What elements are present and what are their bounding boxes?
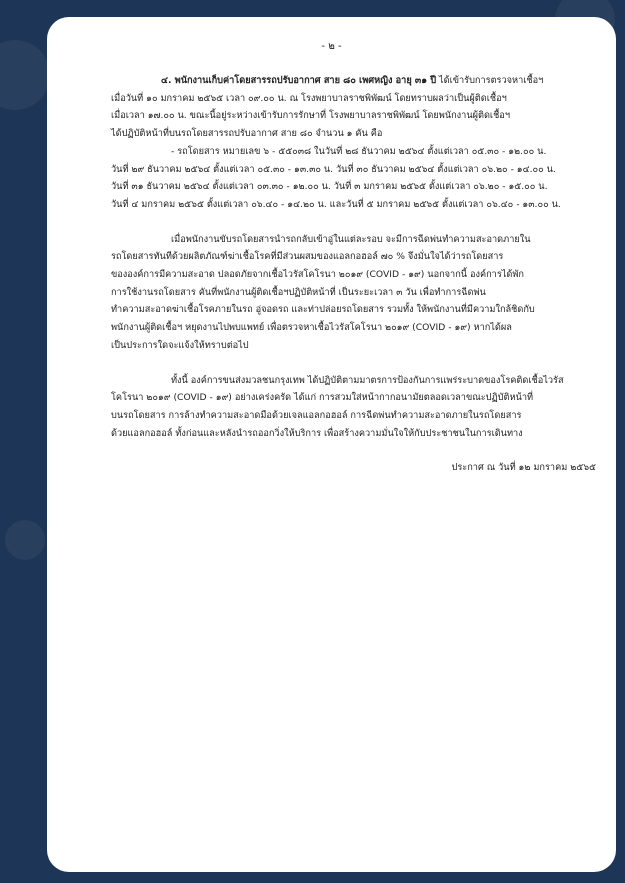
paragraph-spacer: [111, 214, 596, 231]
case-line: ได้เข้ารับการตรวจหาเชื้อฯ: [436, 75, 544, 86]
bus-detail-line: วันที่ ๒๙ ธันวาคม ๒๕๖๔ ตั้งแต่เวลา ๐๕.๓๐ - ๑๓.๓๐ น. วันที่ ๓๐ ธันวาคม ๒๕๖๔ ตั้งแต่เวลา ๐๖.๒๐ - ๑๔.๐๐ น.: [111, 163, 556, 175]
case-heading: ๔. พนักงานเก็บค่าโดยสารรถปรับอากาศ สาย ๘๐ เพศหญิง อายุ ๓๑ ปี: [161, 75, 437, 86]
cleaning-line: เมื่อพนักงานขับรถโดยสารนำรถกลับเข้าอู่ในแต่ละรอบ จะมีการฉีดพ่นทำความสะอาดภายใน: [171, 233, 531, 245]
background-decoration: [5, 520, 45, 560]
document-body: [111, 72, 596, 477]
page-number: - ๒ -: [321, 41, 342, 52]
announcement-date: ประกาศ ณ วันที่ ๑๒ มกราคม ๒๕๖๕: [451, 462, 596, 474]
case-line: เมื่อเวลา ๑๗.๐๐ น. ขณะนี้อยู่ระหว่างเข้ารับการรักษาที่ โรงพยาบาลราชพิพัฒน์ โดยพนักงานผู้ติดเชื้อฯ: [111, 110, 510, 122]
cleaning-line: เป็นประการใดจะแจ้งให้ทราบต่อไป: [111, 339, 249, 351]
cleaning-line: ขององค์การมีความสะอาด ปลอดภัยจากเชื้อไวรัสโคโรนา ๒๐๑๙ (COVID - ๑๙) นอกจากนี้ องค์การได้พัก: [111, 269, 524, 281]
case-first-line: [111, 72, 596, 90]
paragraph-spacer: [111, 355, 596, 372]
background-decoration: [0, 40, 50, 110]
measures-line: โคโรนา ๒๐๑๙ (COVID - ๑๙) อย่างเคร่งครัด ได้แก่ การสวมใส่หน้ากากอนามัยตลอดเวลาขณะปฏิบัติหน้าที่: [111, 392, 534, 404]
paragraph-spacer: [111, 442, 596, 459]
cleaning-line: พนักงานผู้ติดเชื้อฯ หยุดงานไปพบแพทย์ เพื่อตรวจหาเชื้อไวรัสโคโรนา ๒๐๑๙ (COVID - ๑๙) หากได้ผล: [111, 322, 512, 334]
cleaning-line: ทำความสะอาดฆ่าเชื้อโรคภายในรถ อู่จอดรถ และท่าปล่อยรถโดยสาร รวมทั้ง ให้พนักงานที่มีความใกล้ชิดกับ: [111, 304, 535, 316]
case-line: ได้ปฏิบัติหน้าที่บนรถโดยสารรถปรับอากาศ สาย ๘๐ จำนวน ๑ คัน คือ: [111, 128, 383, 140]
bus-detail-line: วันที่ ๓๑ ธันวาคม ๒๕๖๔ ตั้งแต่เวลา ๐๓.๓๐ - ๑๒.๐๐ น. วันที่ ๓ มกราคม ๒๕๖๕ ตั้งแต่เวลา ๐๖.๒๐ - ๑๕.๐๐ น.: [111, 181, 548, 193]
measures-line: ด้วยแอลกอฮอล์ ทั้งก่อนและหลังนำรถออกวิ่งให้บริการ เพื่อสร้างความมั่นใจให้กับประชาชนในการเดินทาง: [111, 427, 523, 439]
bus-detail-line: วันที่ ๔ มกราคม ๒๕๖๕ ตั้งแต่เวลา ๐๖.๔๐ - ๑๔.๒๐ น. และวันที่ ๕ มกราคม ๒๕๖๕ ตั้งแต่เวลา ๐๖.๔๐ - ๑๓.๐๐ น.: [111, 198, 561, 210]
cleaning-line: รถโดยสารทันทีด้วยผลิตภัณฑ์ฆ่าเชื้อโรคที่มีส่วนผสมของแอลกอฮอล์ ๗๐ % จึงมั่นใจได้ว่ารถโดยสาร: [111, 251, 504, 263]
document-page: [47, 17, 616, 872]
case-line: เมื่อวันที่ ๑๐ มกราคม ๒๕๖๕ เวลา ๐๙.๐๐ น. ณ โรงพยาบาลราชพิพัฒน์ โดยทราบผลว่าเป็นผู้ติดเชื้อฯ: [111, 92, 507, 104]
measures-line: ทั้งนี้ องค์การขนส่งมวลชนกรุงเทพ ได้ปฏิบัติตามมาตรการป้องกันการแพร่ระบาดของโรคติดเชื้อไวรัส: [171, 374, 564, 386]
measures-line: บนรถโดยสาร การล้างทำความสะอาดมือด้วยเจลแอลกอฮอล์ การฉีดพ่นทำความสะอาดภายในรถโดยสาร: [111, 409, 522, 421]
cleaning-line: การใช้งานรถโดยสาร คันที่พนักงานผู้ติดเชื้อฯปฏิบัติหน้าที่ เป็นระยะเวลา ๓ วัน เพื่อทำการฉีดพ่น: [111, 286, 486, 298]
bus-detail-line: - รถโดยสาร หมายเลข ๖ - ๕๕๐๓๘ ในวันที่ ๒๘ ธันวาคม ๒๕๖๔ ตั้งแต่เวลา ๐๕.๓๐ - ๑๒.๐๐ น.: [171, 145, 547, 157]
